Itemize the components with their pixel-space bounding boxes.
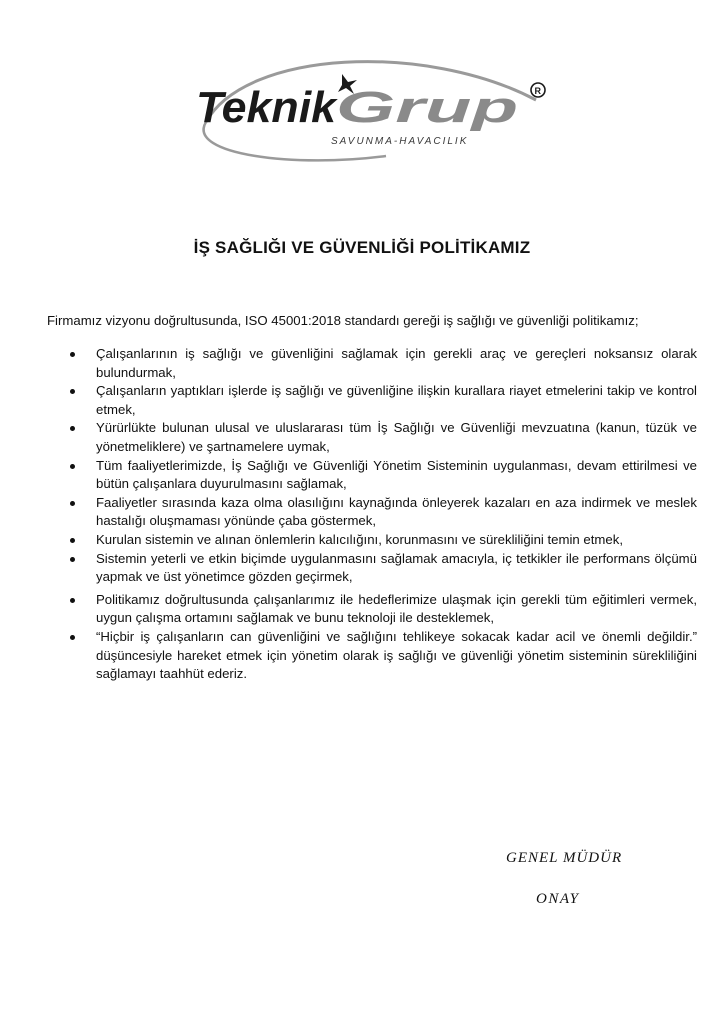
bullet-icon: [70, 501, 75, 506]
policy-item: Faaliyetler sırasında kaza olma olasılığını kaynağında önleyerek kazaları en aza indirmek ve meslek hastalığı oluşmaması yönünde çaba göstermek,: [60, 494, 697, 531]
bullet-icon: [70, 389, 75, 394]
policy-item: Tüm faaliyetlerimizde, İş Sağlığı ve Güvenliği Yönetim Sisteminin uygulanması, devam ettirilmesi ve bütün çalışanlara duyurulmasını sağlamak,: [60, 457, 697, 494]
svg-text:R: R: [534, 86, 541, 96]
policy-list: [60, 345, 697, 684]
policy-intro: Firmamız vizyonu doğrultusunda, ISO 45001:2018 standardı gereği iş sağlığı ve güvenliği politikamız;: [47, 313, 639, 328]
logo-wordmark-teknik: Teknik: [196, 83, 339, 132]
logo-wordmark-grup: Grup: [336, 83, 518, 132]
bullet-icon: [70, 635, 75, 640]
policy-item: Sistemin yeterli ve etkin biçimde uygulanmasını sağlamak amacıyla, iç tetkikler ile performans ölçümü yapmak ve üst yönetimce gözden geçirmek,: [60, 550, 697, 587]
bullet-icon: [70, 557, 75, 562]
bullet-icon: [70, 426, 75, 431]
company-logo-mark: [176, 60, 556, 170]
policy-item: Politikamız doğrultusunda çalışanlarımız ile hedeflerimize ulaşmak için gerekli tüm eğitimleri vermek, uygun çalışma ortamını sağlamak ve bunu teknoloji ile desteklemek,: [60, 591, 697, 628]
signature-approval: ONAY: [536, 891, 580, 907]
policy-item: Çalışanlarının iş sağlığı ve güvenliğini sağlamak için gerekli araç ve gereçleri noksansız olarak bulundurmak,: [60, 345, 697, 382]
policy-item: Yürürlükte bulunan ulusal ve uluslararası tüm İş Sağlığı ve Güvenliği mevzuatına (kanun, tüzük ve yönetmeliklere) ve şartnamelere uymak,: [60, 419, 697, 456]
company-logo: [176, 60, 556, 170]
bullet-icon: [70, 598, 75, 603]
policy-item: Çalışanların yaptıkları işlerde iş sağlığı ve güvenliğine ilişkin kurallara riayet etmelerini takip ve kontrol etmek,: [60, 382, 697, 419]
logo-tagline: SAVUNMA-HAVACILIK: [331, 136, 469, 147]
bullet-icon: [70, 538, 75, 543]
bullet-icon: [70, 352, 75, 357]
policy-item: “Hiçbir iş çalışanların can güvenliğini ve sağlığını tehlikeye sokacak kadar acil ve önemli değildir.” düşüncesiyle hareket etmek için yönetim olarak iş sağlığı ve güvenliği yönetim sisteminin sürekliliğini sağlamayı taahhüt ederiz.: [60, 628, 697, 684]
policy-item: Kurulan sistemin ve alınan önlemlerin kalıcılığını, korunmasını ve sürekliliğini temin etmek,: [60, 531, 697, 550]
signature-title: GENEL MÜDÜR: [506, 850, 623, 866]
policy-title: İŞ SAĞLIĞI VE GÜVENLİĞİ POLİTİKAMIZ: [193, 238, 531, 257]
bullet-icon: [70, 464, 75, 469]
